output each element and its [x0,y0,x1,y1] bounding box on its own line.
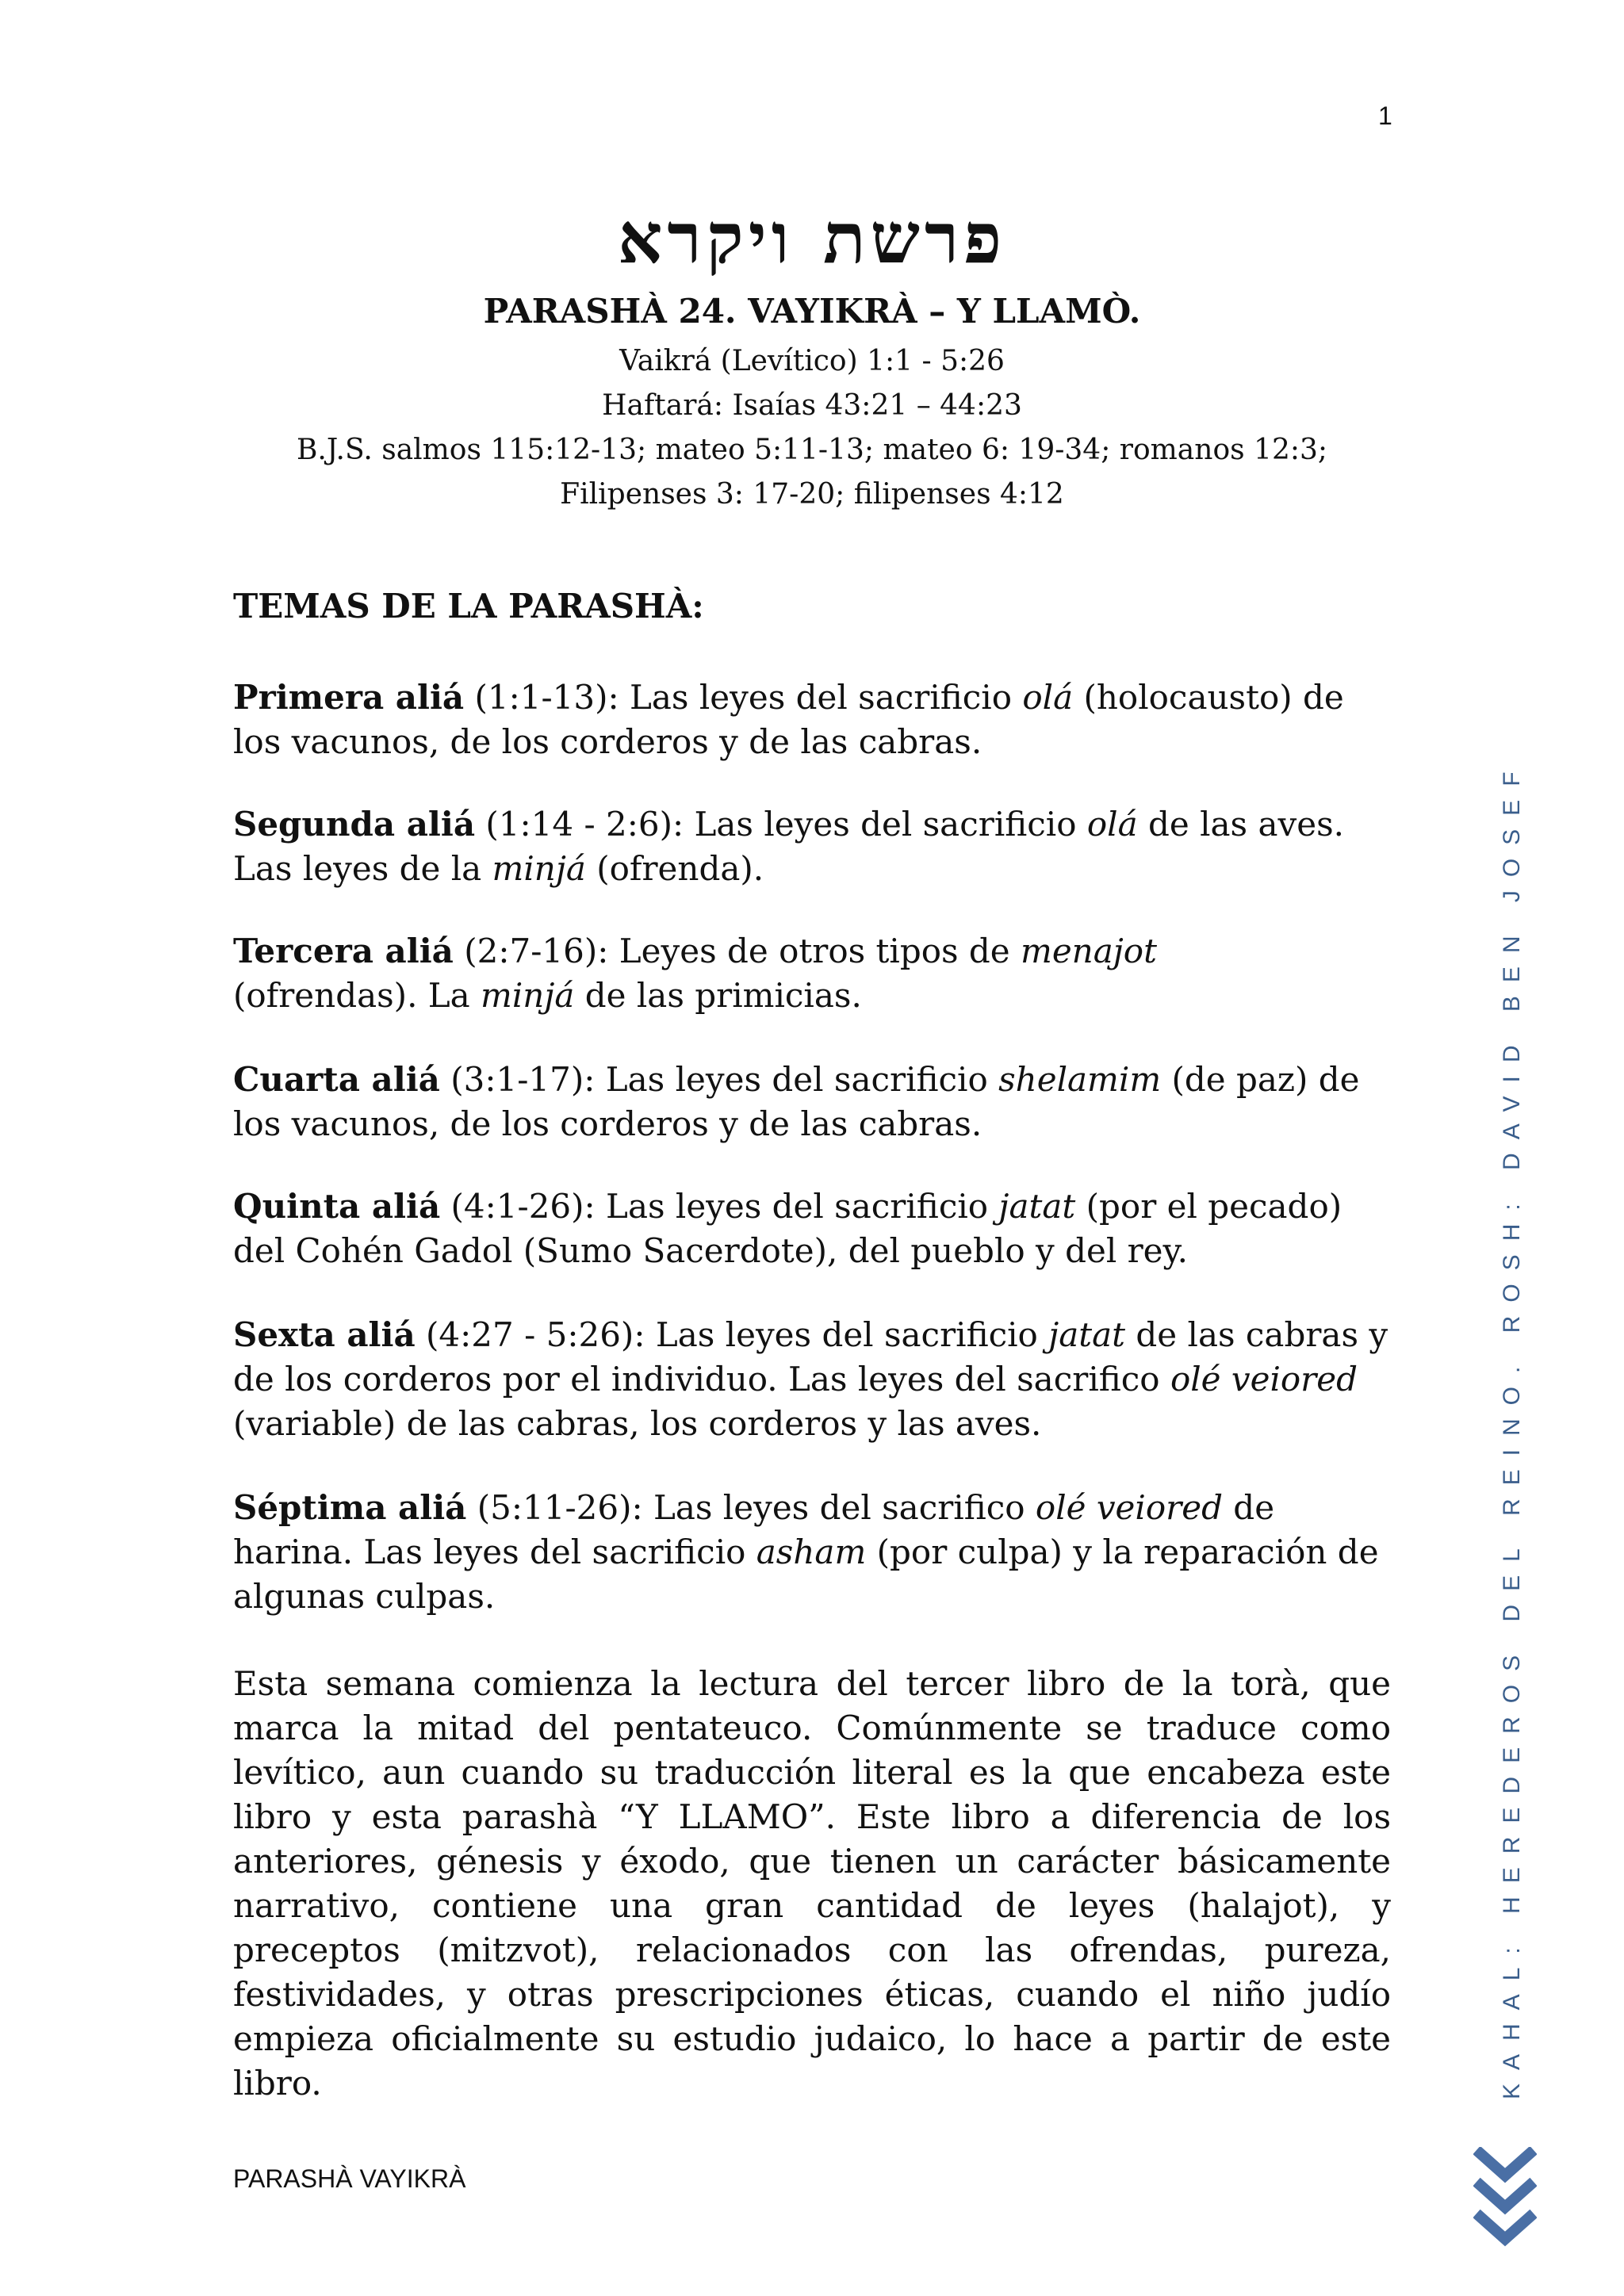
alia-text: (holocausto) de los vacunos, de los corderos y de las cabras. [233,678,1344,761]
alia-name: Quinta aliá [233,1187,441,1226]
references [0,339,1624,517]
alia-text: Las leyes del sacrificio [694,805,1087,844]
alia-ref: (5:11-26): [466,1488,653,1527]
alia-text: de las primicias. [574,976,862,1015]
alia-text: de las cabras y de los corderos por el individuo. Las leyes del sacrifico [233,1315,1388,1399]
alia-term: shelamim [998,1060,1162,1099]
page-number: 1 [1378,101,1392,130]
alia-name: Primera aliá [233,678,465,717]
alia-term: jatat [1048,1315,1126,1354]
alia-term: minjá [481,976,575,1015]
alia-ref: (1:1-13): [464,678,630,717]
alia-name: Sexta aliá [233,1315,416,1354]
reference-line: Haftará: Isaías 43:21 – 44:23 [602,389,1022,422]
alia-text: (variable) de las cabras, los corderos y las aves. [233,1404,1042,1443]
body-paragraph: Esta semana comienza la lectura del tercer libro de la torà, que marca la mitad del pentateuco. Comúnmente se traduce como levítico, aun cuando su traducción literal es la que encabeza este libro y esta parashà “Y LLAMO”. Este libro a diferencia de los anteriores, génesis y éxodo, que tienen un carácter básicamente narrativo, contiene una gran cantidad de leyes (halajot), y preceptos (mitzvot), relacionados con las ofrendas, pureza, festividades, y otras prescripciones éticas, cuando el niño judío empieza oficialmente su estudio judaico, lo hace a partir de este libro. [233,1664,1391,2103]
side-banner [1494,758,1534,2099]
alia-item [233,1486,1391,1619]
alia-term: jatat [998,1187,1076,1226]
reference-line: B.J.S. salmos 115:12-13; mateo 5:11-13; mateo 6: 19-34; romanos 12:3; [296,434,1328,466]
alia-text: (por culpa) y la reparación de algunas culpas. [233,1533,1379,1616]
alia-term: olé veiored [1035,1488,1223,1527]
alia-text: (de paz) de los vacunos, de los corderos y de las cabras. [233,1060,1360,1143]
alia-name: Séptima aliá [233,1488,467,1527]
alia-name: Tercera aliá [233,932,454,970]
alia-text: Leyes de otros tipos de [619,932,1021,970]
alia-term: minjá [492,849,586,888]
alia-ref: (4:27 - 5:26): [415,1315,656,1354]
hebrew-title: פרשת ויקרא [617,197,1007,279]
section-heading: TEMAS DE LA PARASHÀ: [233,587,704,626]
footer-text: PARASHÀ VAYIKRÀ [233,2164,466,2193]
alia-item [233,929,1185,1018]
reference-line: Filipenses 3: 17-20; filipenses 4:12 [560,478,1064,511]
page-title: PARASHÀ 24. VAYIKRÀ – Y LLAMÒ. [483,292,1141,331]
alia-text: Las leyes del sacrificio [605,1060,999,1099]
alia-item [233,1313,1391,1446]
alia-item [233,1184,1391,1273]
alia-item [233,675,1391,764]
alia-term: menajot [1021,932,1157,970]
alia-text: (por el pecado) del Cohén Gadol (Sumo Sacerdote), del pueblo y del rey. [233,1187,1342,1270]
side-banner-text: KAHAL: HEREDEROS DEL REINO. ROSH: DAVID BEN JOSEF [1499,758,1525,2099]
alia-term: asham [756,1533,867,1571]
alia-text: Las leyes del sacrifico [653,1488,1036,1527]
alia-ref: (2:7-16): [453,932,619,970]
alia-term: olá [1086,805,1138,844]
reference-line: Vaikrá (Levítico) 1:1 - 5:26 [619,345,1005,377]
alia-ref: (1:14 - 2:6): [475,805,695,844]
alia-ref: (4:1-26): [440,1187,607,1226]
alia-text: Las leyes del sacrificio [655,1315,1049,1354]
alia-name: Segunda aliá [233,805,476,844]
alia-text: (ofrenda). [585,849,764,888]
alia-item [233,1058,1391,1146]
triple-chevron-down-icon [1473,2147,1537,2266]
alia-ref: (3:1-17): [439,1060,606,1099]
alia-text: Las leyes del sacrificio [606,1187,999,1226]
alia-term: olé veiored [1170,1360,1358,1399]
alia-text: de las aves. Las leyes de la [233,805,1344,888]
alia-text: de harina. Las leyes del sacrificio [233,1488,1275,1571]
alia-text: (ofrendas). La [233,976,481,1015]
alia-text: Las leyes del sacrificio [630,678,1023,717]
alia-item [233,802,1391,891]
alia-term: olá [1022,678,1074,717]
alia-name: Cuarta aliá [233,1060,440,1099]
